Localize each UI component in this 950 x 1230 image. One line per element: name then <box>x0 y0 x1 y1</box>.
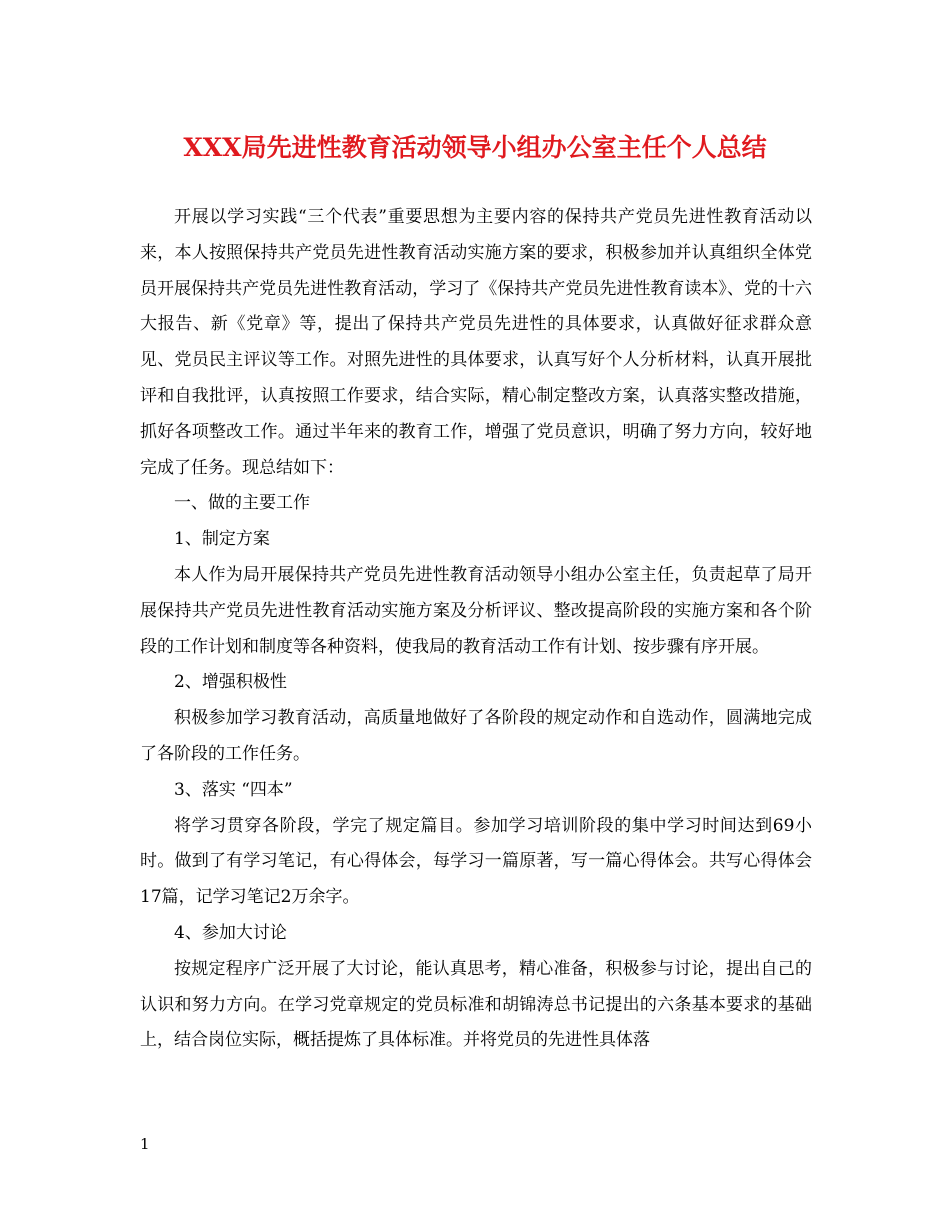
body-paragraph: 积极参加学习教育活动，高质量地做好了各阶段的规定动作和自选动作，圆满地完成了各阶段的工作任务。 <box>140 708 812 764</box>
body-paragraph: 按规定程序广泛开展了大讨论，能认真思考，精心准备，积极参与讨论，提出自己的认识和努力方向。在学习党章规定的党员标准和胡锦涛总书记提出的六条基本要求的基础上，结合岗位实际，概括提炼了具体标准。并将党员的先进性具体落 <box>140 958 812 1051</box>
section-heading: 1、制定方案 <box>174 529 270 550</box>
section-heading: 一、做的主要工作 <box>174 493 310 514</box>
document-body <box>140 200 812 1059</box>
body-paragraph: 本人作为局开展保持共产党员先进性教育活动领导小组办公室主任，负责起草了局开展保持共产党员先进性教育活动实施方案及分析评议、整改提高阶段的实施方案和各个阶段的工作计划和制度等各种资料，使我局的教育活动工作有计划、按步骤有序开展。 <box>140 564 812 657</box>
body-paragraph: 将学习贯穿各阶段，学完了规定篇目。参加学习培训阶段的集中学习时间达到69小时。做到了有学习笔记，有心得体会，每学习一篇原著，写一篇心得体会。共写心得体会17篇，记学习笔记2万余字。 <box>140 815 812 908</box>
section-heading: 4、参加大讨论 <box>174 922 287 943</box>
section-heading: 3、落实 “四本” <box>174 779 293 800</box>
section-heading: 2、增强积极性 <box>174 672 287 693</box>
body-paragraph: 开展以学习实践“三个代表”重要思想为主要内容的保持共产党员先进性教育活动以来，本人按照保持共产党员先进性教育活动实施方案的要求，积极参加并认真组织全体党员开展保持共产党员先进性教育活动，学习了《保持共产党员先进性教育读本》、党的十六大报告、新《党章》等，提出了保持共产党员先进性的具体要求，认真做好征求群众意见、党员民主评议等工作。对照先进性的具体要求，认真写好个人分析材料，认真开展批评和自我批评，认真按照工作要求，结合实际，精心制定整改方案，认真落实整改措施，抓好各项整改工作。通过半年来的教育工作，增强了党员意识，明确了努力方向，较好地完成了任务。现总结如下： <box>140 207 812 478</box>
document-title: XXX局先进性教育活动领导小组办公室主任个人总结 <box>183 133 767 162</box>
page-number: 1 <box>140 1135 150 1153</box>
